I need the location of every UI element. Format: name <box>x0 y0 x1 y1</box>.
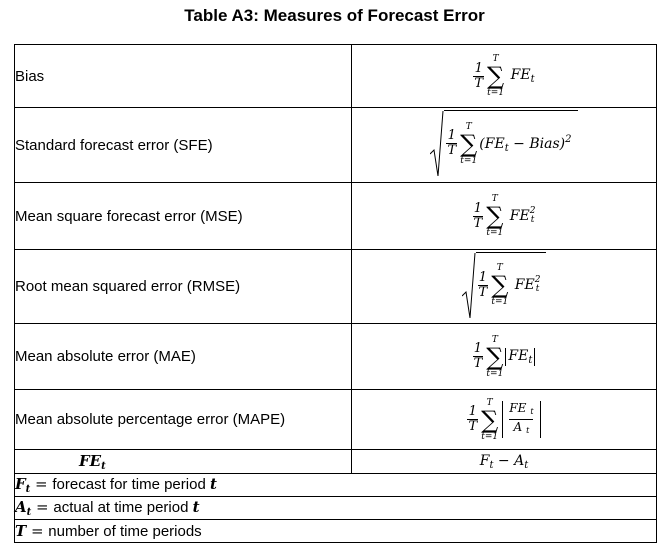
formula-bias: $\frac{1}{T}$ T ∑ t=1 $FE_t$ <box>352 45 657 108</box>
formula-rmse: $\frac{1}{T}$ T ∑ t=1 FE 2 t <box>352 250 657 324</box>
table-row <box>15 390 657 450</box>
definition-row <box>15 497 657 520</box>
table-row <box>15 250 657 324</box>
formula-mape: $\frac{1}{T}$ T ∑ t=1 FE t At <box>352 390 657 450</box>
fe-label: $FE_t$ <box>15 450 352 474</box>
row-label-mae: Mean absolute error (MAE) <box>15 324 352 390</box>
row-label-rmse: Root mean squared error (RMSE) <box>15 250 352 324</box>
formula-mse: $\frac{1}{T}$ T ∑ t=1 FE 2 t <box>352 183 657 250</box>
formula-mae: $\frac{1}{T}$ T ∑ t=1 $FE_t$ <box>352 324 657 390</box>
definition-row <box>15 474 657 497</box>
table-title: Table A3: Measures of Forecast Error <box>184 6 485 25</box>
definition-forecast: $F_t$ = forecast for time period t <box>15 474 657 497</box>
formula-sfe: $\frac{1}{T}$ T ∑ t=1 ($FE_t$ − Bias)$^2$ <box>352 108 657 183</box>
definition-periods: T = number of time periods <box>15 520 657 543</box>
table-row <box>15 324 657 390</box>
table-row <box>15 108 657 183</box>
row-label-sfe: Standard forecast error (SFE) <box>15 108 352 183</box>
forecast-error-table <box>14 44 657 543</box>
definition-actual: $A_t$ = actual at time period t <box>15 497 657 520</box>
row-label-mse: Mean square forecast error (MSE) <box>15 183 352 250</box>
definition-row <box>15 520 657 543</box>
table-row <box>15 45 657 108</box>
table-row <box>15 183 657 250</box>
row-label-bias: Bias <box>15 45 352 108</box>
row-label-mape: Mean absolute percentage error (MAPE) <box>15 390 352 450</box>
fe-definition-row <box>15 450 657 474</box>
fe-formula: $F_t - A_t$ <box>352 450 657 474</box>
